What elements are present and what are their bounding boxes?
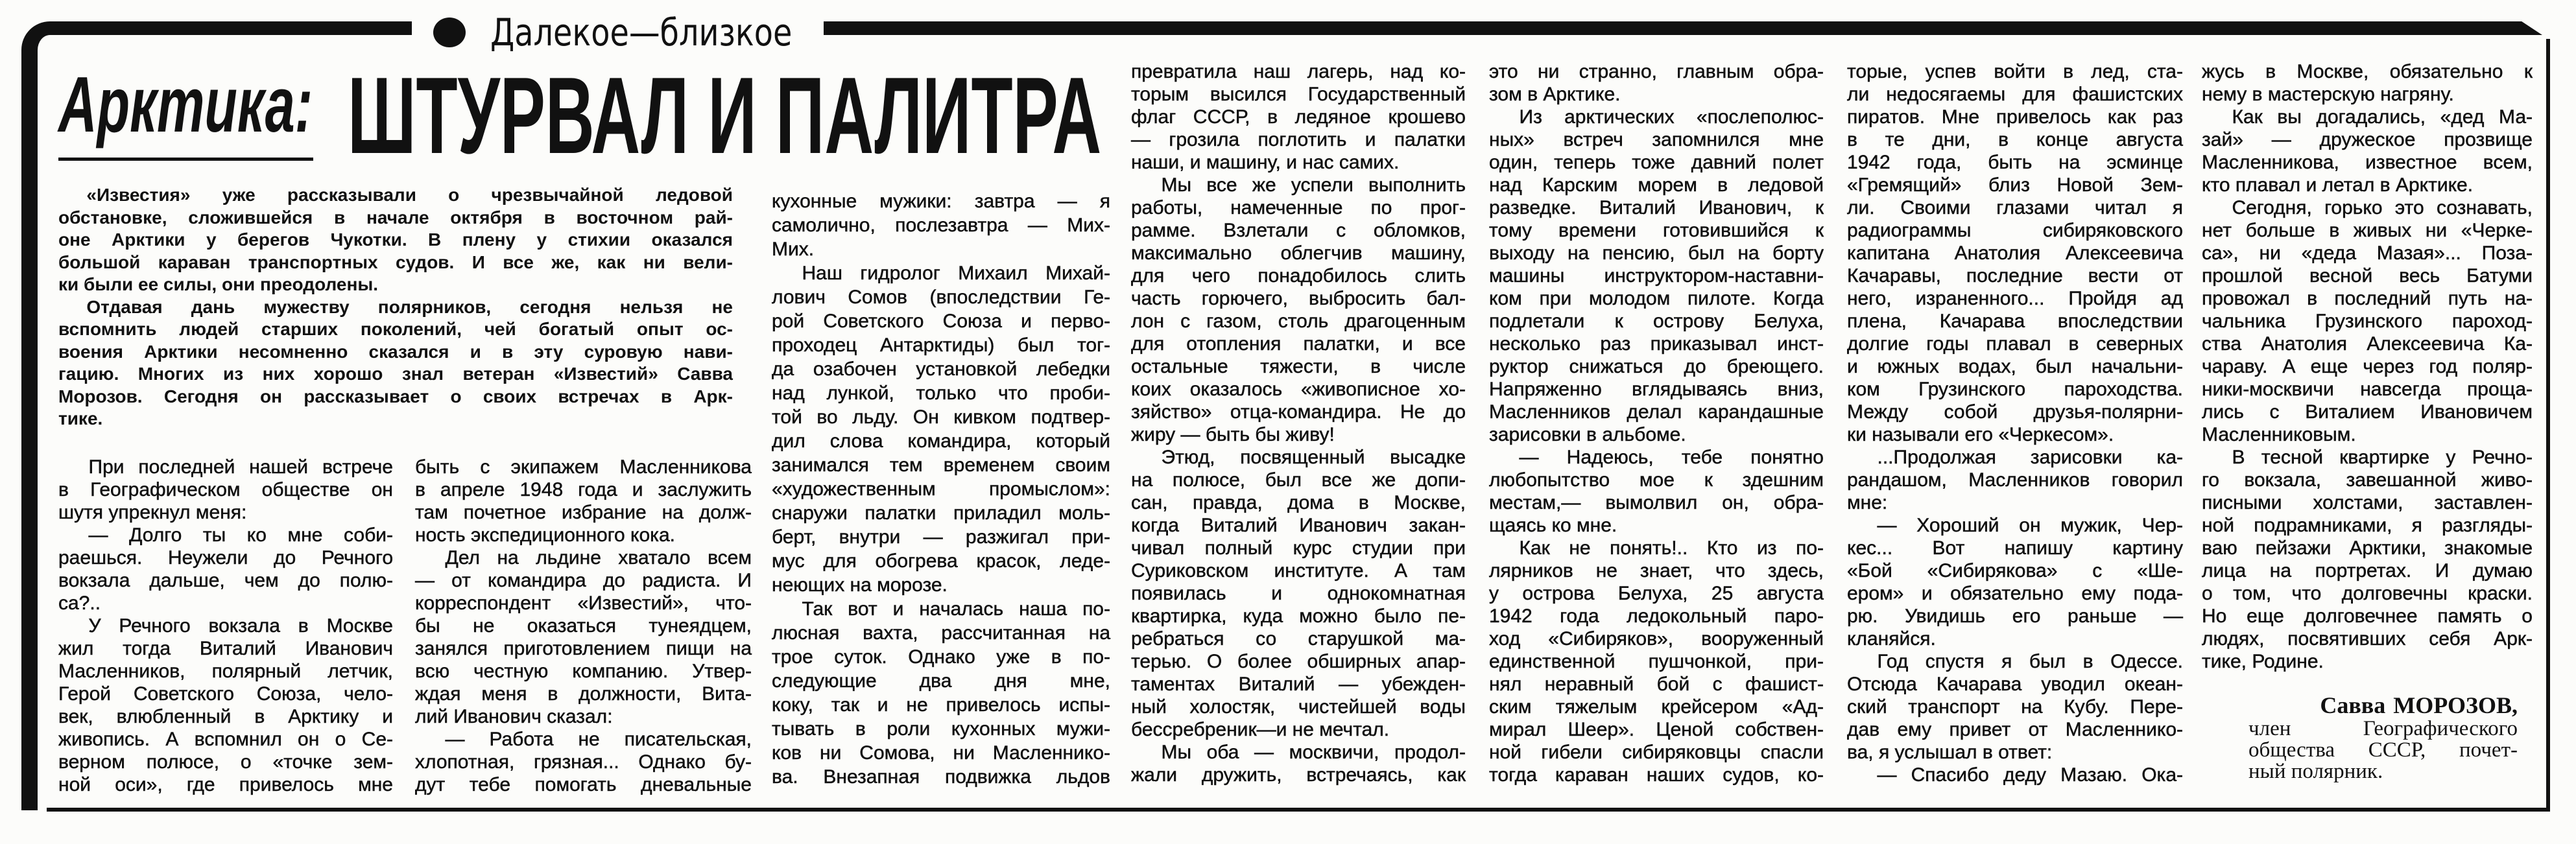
text-line: лий Иванович сказал: xyxy=(415,706,613,727)
text-line: нет больше в живых ни «Черке- xyxy=(2202,220,2533,241)
text-line: дут тебе помогать дневальные xyxy=(415,774,752,795)
text-line: коих оказалось «живописное хо- xyxy=(1131,379,1466,400)
text-line: обстановке, сложившейся в начале октября в восточном рай- xyxy=(58,207,733,228)
column-7 xyxy=(2202,60,2533,673)
text-line: чараву. А еще через год поляр- xyxy=(2202,356,2533,377)
text-line: рамме. Взлетали с обломков, xyxy=(1131,220,1466,241)
text-line: превратила наш лагерь, над ко- xyxy=(1131,61,1466,82)
kicker-underline xyxy=(58,158,313,161)
text-line: лица на портретах. И думаю xyxy=(2202,560,2533,581)
text-line: ли. Своими глазами читал я xyxy=(1847,197,2183,218)
paragraph xyxy=(1847,650,2183,764)
paragraph xyxy=(1131,741,1466,786)
text-line: оне Арктики у берегов Чукотки. В плену у стихии оказался xyxy=(58,229,733,250)
paragraph xyxy=(1131,446,1466,741)
text-line: век, влюбленный в Арктику и xyxy=(58,706,393,727)
paragraph xyxy=(58,296,733,430)
text-line: Масленникова, известное всем, xyxy=(2202,152,2533,173)
text-line: «Известия» уже рассказывали о чрезвычайной ледовой xyxy=(86,185,733,205)
text-line: люсная вахта, рассчитанная на xyxy=(772,622,1110,644)
text-line: ность экспедиционного кока. xyxy=(415,524,675,546)
text-line: нял неравный бой с фашист- xyxy=(1489,674,1824,695)
text-line: Сегодня, горько это сознавать, xyxy=(2232,197,2533,218)
text-line: когда Виталий Иванович закан- xyxy=(1131,515,1466,536)
text-line: хлопотная, грязная... Однако бу- xyxy=(415,751,752,773)
paragraph xyxy=(772,261,1110,597)
paragraph xyxy=(772,189,1110,261)
paragraph xyxy=(772,597,1110,789)
text-line: «Бой «Сибирякова» с «Ше- xyxy=(1847,560,2183,581)
text-line: ной подрамниками, я разгляды- xyxy=(2202,515,2533,536)
text-line: кес... Вот напишу картину xyxy=(1847,537,2183,559)
bottom-rule xyxy=(47,808,2550,812)
text-line: ва. Внезапная подвижка льдов xyxy=(772,766,1110,788)
text-line: часть горючего, выбросить бал- xyxy=(1131,288,1466,309)
author-last-name: МОРОЗОВ, xyxy=(2393,692,2518,718)
text-line: Этюд, посвященный высадке xyxy=(1161,447,1466,468)
text-line: торым высился Государственный xyxy=(1131,84,1466,105)
text-line: ход «Сибиряков», вооруженный xyxy=(1489,628,1824,650)
text-line: несколько раз приказывал инст- xyxy=(1489,333,1824,355)
text-line: чальника Грузинского пароход- xyxy=(2202,311,2533,332)
paragraph xyxy=(1489,106,1824,446)
text-line: Масленников делал карандашные xyxy=(1489,401,1824,423)
text-line: разведке. Виталий Иванович, к xyxy=(1489,197,1824,218)
paragraph xyxy=(1131,174,1466,446)
text-line: выходу на пенсию, был на борту xyxy=(1489,242,1824,264)
paragraph xyxy=(2202,196,2533,446)
text-line: ники-москвичи навсегда проща- xyxy=(2202,379,2533,400)
text-line: занимался тем временем своим xyxy=(772,454,1110,476)
text-line: са», ни «деда Мазая»... Поза- xyxy=(2202,242,2533,264)
text-line: кланяйся. xyxy=(1847,628,1936,650)
text-line: мирал Шеер». Ценой собствен- xyxy=(1489,719,1824,740)
text-line: ком при молодом пилоте. Когда xyxy=(1489,288,1824,309)
text-line: В тесной квартирке у Речно- xyxy=(2232,447,2533,468)
text-line: и южных водах, был начальни- xyxy=(1847,356,2183,377)
text-line: нему в мастерскую нагряну. xyxy=(2202,84,2454,105)
paragraph xyxy=(415,728,752,796)
text-line: чивал полный курс студии при xyxy=(1131,537,1466,559)
paragraph xyxy=(58,456,393,524)
bullet-icon xyxy=(433,18,466,47)
text-line: для чего понадобилось слить xyxy=(1131,265,1466,287)
column-1 xyxy=(58,456,393,796)
text-line: Суриковском институте. А там xyxy=(1131,560,1466,581)
text-line: быть с экипажем Масленникова xyxy=(415,456,752,478)
text-line: максимально облегчив машину, xyxy=(1131,242,1466,264)
text-line: — Долго ты ко мне соби- xyxy=(88,524,393,546)
text-line: Мих. xyxy=(772,239,815,260)
text-line: вокзала дальше, чем до полю- xyxy=(58,570,393,591)
text-line: флаг СССР, в ледяное крошево xyxy=(1131,106,1466,128)
text-line: го вокзала, завешанной живо- xyxy=(2202,469,2533,491)
text-line: занялся приготовлением пищи на xyxy=(415,638,752,659)
text-line: Как вы догадались, «дед Ма- xyxy=(2232,106,2533,128)
author-first-name: Савва xyxy=(2320,692,2386,718)
text-line: остальные тяжести, в числе xyxy=(1131,356,1466,377)
text-line: машины инструктором-наставни- xyxy=(1489,265,1824,287)
text-line: вспомнить людей старших поколений, чей богатый опыт ос- xyxy=(58,319,733,339)
text-line: 1942 года ледокольный паро- xyxy=(1489,605,1824,627)
text-line: Между собой друзья-полярни- xyxy=(1847,401,2183,423)
text-line: руктор снижаться до бреющего. xyxy=(1489,356,1824,377)
text-line: — Хороший он мужик, Чер- xyxy=(1877,515,2183,536)
paragraph xyxy=(1489,60,1824,106)
text-line: лярников не знает, что здесь, xyxy=(1489,560,1824,581)
paragraph xyxy=(58,524,393,615)
text-line: ков ни Сомова, ни Масленнико- xyxy=(772,742,1110,764)
paragraph xyxy=(1131,60,1466,174)
text-line: — Спасибо деду Мазаю. Ока- xyxy=(1877,764,2183,786)
text-line: — Работа не писательская, xyxy=(445,729,752,750)
text-line: зай» — дружеское прозвище xyxy=(2202,129,2533,150)
text-line: любопытство мое к здешним xyxy=(1489,469,1824,491)
text-line: единственной пушчонкой, при- xyxy=(1489,651,1824,672)
author-title-line: ный полярник. xyxy=(2248,760,2383,783)
rubric-label: Далекое—близкое xyxy=(490,10,793,54)
text-line: мус для обогрева красок, леде- xyxy=(772,550,1110,572)
text-line: ной оси», где привелось мне xyxy=(58,774,393,795)
paragraph xyxy=(2202,60,2533,106)
text-line: Дел на льдине хватало всем xyxy=(445,547,752,569)
text-line: долгие годы плавал в северных xyxy=(1847,333,2183,355)
text-line: плена, Качарава впоследствии xyxy=(1847,311,2183,332)
text-line: ером» и обязательно ему пода- xyxy=(1847,583,2183,604)
column-2 xyxy=(415,456,752,796)
text-line: следующие два дня мне, xyxy=(772,670,1110,692)
text-line: ждая меня в должности, Вита- xyxy=(415,683,752,705)
text-line: над Карским морем в ледовой xyxy=(1489,174,1824,196)
lead-paragraphs xyxy=(58,184,733,430)
text-line: для отопления палатки, и все xyxy=(1131,333,1466,355)
text-line: 1942 года, быть на эсминце xyxy=(1847,152,2183,173)
text-line: Но еще долговечнее память о xyxy=(2202,605,2533,627)
text-line: в те дни, в конце августа xyxy=(1847,129,2183,150)
text-line: рой Советского Союза и перво- xyxy=(772,311,1110,332)
paragraph xyxy=(1489,537,1824,786)
text-line: терью. О более обширных апар- xyxy=(1131,651,1466,672)
rubric xyxy=(433,10,857,54)
paragraph xyxy=(1847,764,2183,786)
text-line: тывать в роли кухонных мужи- xyxy=(772,718,1110,740)
text-line: зарисовки в альбоме. xyxy=(1489,424,1686,445)
text-line: гацию. Многих из них хорошо знал ветеран «Известий» Савва xyxy=(58,364,733,384)
text-line: раешься. Неужели до Речного xyxy=(58,547,393,569)
column-3 xyxy=(772,189,1110,789)
text-line: местам,— вымолвил он, обра- xyxy=(1489,492,1824,513)
paragraph xyxy=(1847,446,2183,514)
text-line: Мы все же успели выполнить xyxy=(1161,174,1466,196)
text-line: всю честную компанию. Утвер- xyxy=(415,661,752,682)
frame-right-border xyxy=(2546,39,2550,812)
text-line: трое суток. Однако уже в по- xyxy=(772,646,1110,668)
paragraph xyxy=(58,615,393,796)
text-line: жусь в Москве, обязательно к xyxy=(2202,61,2533,82)
text-line: Год спустя я был в Одессе. xyxy=(1877,651,2183,672)
text-line: людях, посвятивших себя Арк- xyxy=(2202,628,2533,650)
text-line: снаружи палатки приладил моль- xyxy=(772,502,1110,524)
text-line: жали дружить, встречаясь, как xyxy=(1131,764,1466,786)
text-line: тике, Родине. xyxy=(2202,651,2324,672)
text-line: прошлой весной весь Батуми xyxy=(2202,265,2533,287)
paragraph xyxy=(2202,446,2533,673)
text-line: зом в Арктике. xyxy=(1489,84,1621,105)
text-line: о том, что долговечны краски. xyxy=(2202,583,2533,604)
text-line: У Речного вокзала в Москве xyxy=(88,615,393,637)
text-line: кухонные мужики: завтра — я xyxy=(772,191,1110,212)
text-line: Как не понять!.. Кто из по- xyxy=(1519,537,1824,559)
text-line: проходец Антарктиды) был тог- xyxy=(772,334,1110,356)
text-line: живопись. А вспомнил он о Се- xyxy=(58,729,393,750)
text-line: ной гибели сибиряковцы спасли xyxy=(1489,742,1824,763)
text-line: Из арктических «послеполюс- xyxy=(1519,106,1824,128)
paragraph xyxy=(1847,514,2183,650)
text-line: ком Грузинского пароходства. xyxy=(1847,379,2183,400)
text-line: бессребреник—и не мечтал. xyxy=(1131,719,1390,740)
author-name xyxy=(2248,692,2518,718)
paragraph xyxy=(2202,106,2533,196)
text-line: жил тогда Виталий Иванович xyxy=(58,638,393,659)
text-line: шутя упрекнул меня: xyxy=(58,502,247,523)
text-line: ли недосягаемы для фашистских xyxy=(1847,84,2183,105)
text-line: Мы оба — москвичи, продол- xyxy=(1161,742,1466,763)
text-line: рандашом, Масленников говорил xyxy=(1847,469,2183,491)
header-bar-right xyxy=(824,21,2542,35)
text-line: жиру — быть бы живу! xyxy=(1131,424,1335,445)
text-line: коку, так и не привелось испы- xyxy=(772,694,1110,716)
text-line: радиограммы сибиряковского xyxy=(1847,220,2183,241)
author-title-line: общества СССР, почет- xyxy=(2248,738,2518,762)
text-line: са?.. xyxy=(58,592,101,614)
text-line: один, теперь тоже давний полет xyxy=(1489,152,1824,173)
text-line: работы, намеченные по прог- xyxy=(1131,197,1466,218)
text-line: лон с газом, столь драгоценным xyxy=(1131,311,1466,332)
text-line: тогда караван наших судов, ко- xyxy=(1489,764,1824,786)
kicker: Арктика: xyxy=(58,60,313,148)
text-line: ки называли его «Черкесом». xyxy=(1847,424,2114,445)
column-5 xyxy=(1489,60,1824,786)
text-line: зяйство» отца-командира. Не до xyxy=(1131,401,1466,423)
text-line: тому времени готовившийся к xyxy=(1489,220,1824,241)
text-line: дил слова командира, который xyxy=(772,430,1110,452)
text-line: Наш гидролог Михаил Михай- xyxy=(802,263,1110,284)
text-line: да озабочен установкой лебедки xyxy=(772,358,1110,380)
text-line: Морозов. Сегодня он рассказывает о своих встречах в Арк- xyxy=(58,386,733,406)
text-line: над лункой, только что проби- xyxy=(772,382,1110,404)
text-line: таментах Виталий — убежден- xyxy=(1131,674,1466,695)
text-line: кто плавал и летал в Арктике. xyxy=(2202,174,2474,196)
text-line: При последней нашей встрече xyxy=(88,456,393,478)
text-line: ных» встреч запомнился мне xyxy=(1489,129,1824,150)
text-line: неющих на морозе. xyxy=(772,574,948,596)
column-6 xyxy=(1847,60,2183,786)
text-line: — грозила поглотить и палатки xyxy=(1131,129,1466,150)
text-line: мне: xyxy=(1847,492,1888,513)
text-line: у острова Белуха, 25 августа xyxy=(1489,583,1824,604)
paragraph xyxy=(1489,446,1824,537)
text-line: ...Продолжая зарисовки ка- xyxy=(1877,447,2183,468)
text-line: это ни странно, главным обра- xyxy=(1489,61,1824,82)
text-line: дав ему привет от Масленнико- xyxy=(1847,719,2183,740)
text-line: Масленниковым. xyxy=(2202,424,2356,445)
text-line: в Географическом обществе он xyxy=(58,479,393,500)
text-line: самолично, послезавтра — Мих- xyxy=(772,215,1110,236)
headline: ШТУРВАЛ И ПАЛИТРА xyxy=(348,54,1102,176)
text-line: той во льду. Он кивком подтвер- xyxy=(772,406,1110,428)
paragraph xyxy=(415,456,752,546)
text-line: лись с Виталием Ивановичем xyxy=(2202,401,2533,423)
text-line: Герой Советского Союза, чело- xyxy=(58,683,393,705)
text-line: ский транспорт на Кубу. Пере- xyxy=(1847,696,2183,718)
text-line: наши, и машину, и нас самих. xyxy=(1131,152,1400,173)
column-4 xyxy=(1131,60,1466,786)
text-line: квартирка, куда можно было пе- xyxy=(1131,605,1466,627)
text-line: появилась и однокомнатная xyxy=(1131,583,1466,604)
paragraph xyxy=(1847,60,2183,446)
text-line: тике. xyxy=(58,408,103,428)
text-line: берт, внутри — разжигал при- xyxy=(772,526,1110,548)
text-line: лович Сомов (впоследствии Ге- xyxy=(772,287,1110,308)
text-line: в апреле 1948 года и заслужить xyxy=(415,479,752,500)
text-line: Качаравы, последние вести от xyxy=(1847,265,2183,287)
text-line: — от командира до радиста. И xyxy=(415,570,752,591)
text-line: бы не оказаться тунеядцем, xyxy=(415,615,752,637)
text-line: ный холостяк, чистейшей воды xyxy=(1131,696,1466,718)
text-line: капитана Анатолия Алексеевича xyxy=(1847,242,2183,264)
text-line: щаясь ко мне. xyxy=(1489,515,1617,536)
text-line: воения Арктики несомненно сказался и в эту суровую нави- xyxy=(58,341,733,362)
text-line: верном полюсе, о «точке зем- xyxy=(58,751,393,773)
text-line: большой караван транспортных судов. И все же, как ни вели- xyxy=(58,252,733,272)
text-line: рю. Увидишь его раньше — xyxy=(1847,605,2183,627)
text-line: ским тяжелым крейсером «Ад- xyxy=(1489,696,1824,718)
text-line: него, израненного... Пройдя ад xyxy=(1847,288,2183,309)
text-line: там почетное избрание на долж- xyxy=(415,502,752,523)
text-line: ки были ее силы, они преодолены. xyxy=(58,274,379,294)
text-line: Масленников, полярный летчик, xyxy=(58,661,393,682)
paragraph xyxy=(58,184,733,296)
text-line: ваю пейзажи Арктики, знакомые xyxy=(2202,537,2533,559)
text-line: Так вот и началась наша по- xyxy=(802,598,1110,620)
paragraph xyxy=(415,546,752,728)
text-line: на полюсе, был все же допи- xyxy=(1131,469,1466,491)
text-line: сан, правда, дома в Москве, xyxy=(1131,492,1466,513)
text-line: ства Анатолия Алексеевича Ка- xyxy=(2202,333,2533,355)
text-line: «Гремящий» близ Новой Зем- xyxy=(1847,174,2183,196)
text-line: провожал в последний путь на- xyxy=(2202,288,2533,309)
text-line: пиратов. Мне привелось как раз xyxy=(1847,106,2183,128)
text-line: подлетали к острову Белуха, xyxy=(1489,311,1824,332)
text-line: писными холстами, заставлен- xyxy=(2202,492,2533,513)
text-line: «художественным промыслом»: xyxy=(772,478,1110,500)
text-line: Отсюда Качарава уводил океан- xyxy=(1847,674,2183,695)
text-line: корреспондент «Известий», что- xyxy=(415,592,752,614)
text-line: ва, я услышал в ответ: xyxy=(1847,742,2053,763)
text-line: — Надеюсь, тебе понятно xyxy=(1519,447,1824,468)
text-line: Напряженно вглядываясь вниз, xyxy=(1489,379,1824,400)
text-line: Отдавая дань мужеству полярников, сегодня нельзя не xyxy=(86,296,733,317)
author-signature xyxy=(2248,692,2518,782)
text-line: ребраться со старушкой ма- xyxy=(1131,628,1466,650)
author-title-line: член Географического xyxy=(2248,717,2518,740)
text-line: торые, успев войти в лед, ста- xyxy=(1847,61,2183,82)
